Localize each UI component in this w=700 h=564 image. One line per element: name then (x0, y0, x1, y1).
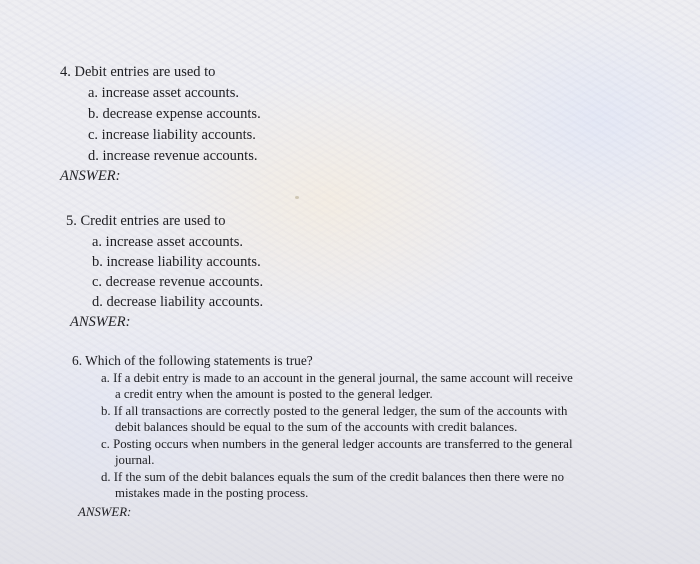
question-6-option-d-line2: mistakes made in the posting process. (115, 485, 309, 500)
question-6-option-c-line2: journal. (115, 452, 155, 467)
question-6-option-a (72, 371, 621, 402)
question-6-option-b (72, 404, 621, 435)
question-4-option-c: c. increase liability accounts. (88, 127, 256, 143)
question-6-option-a-line1: a. If a debit entry is made to an account in the general journal, the same account will receive (101, 371, 573, 385)
question-5 (66, 211, 263, 333)
question-6-option-d (72, 470, 621, 501)
question-6 (72, 351, 621, 521)
question-6-option-c (72, 437, 621, 468)
question-4 (60, 62, 261, 187)
paper-speck (295, 196, 299, 199)
question-6-option-a-line2: a credit entry when the amount is posted to the general ledger. (115, 386, 433, 401)
question-6-option-c-line1: c. Posting occurs when numbers in the general ledger accounts are transferred to the general (101, 437, 573, 451)
question-4-answer-label: ANSWER: (60, 168, 121, 184)
question-5-option-c: c. decrease revenue accounts. (92, 274, 264, 290)
question-6-option-b-line2: debit balances should be equal to the sum of the accounts with credit balances. (115, 419, 518, 434)
question-5-stem: 5. Credit entries are used to (66, 213, 226, 229)
question-6-answer-label: ANSWER: (78, 505, 132, 519)
question-4-option-a: a. increase asset accounts. (88, 85, 239, 101)
question-4-option-b: b. decrease expense accounts. (88, 106, 261, 122)
question-5-option-a: a. increase asset accounts. (92, 234, 243, 250)
question-6-option-d-line1: d. If the sum of the debit balances equals the sum of the credit balances then there were no (101, 470, 565, 484)
question-6-option-b-line1: b. If all transactions are correctly posted to the general ledger, the sum of the accounts with (101, 404, 568, 418)
question-4-stem: 4. Debit entries are used to (60, 64, 216, 80)
question-5-option-b: b. increase liability accounts. (92, 254, 261, 270)
question-5-answer-label: ANSWER: (70, 314, 131, 330)
question-5-option-d: d. decrease liability accounts. (92, 294, 264, 310)
question-6-stem: 6. Which of the following statements is true? (72, 353, 313, 368)
question-4-option-d: d. increase revenue accounts. (88, 148, 258, 164)
